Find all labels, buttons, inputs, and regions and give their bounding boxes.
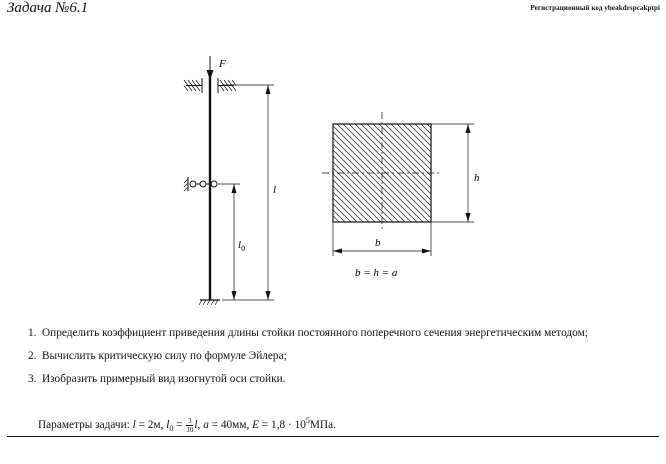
- bottom-divider: [7, 436, 659, 437]
- task-item: 2. Вычислить критическую силу по формуле Эйлера;: [28, 350, 287, 362]
- hatch-line: [481, 124, 579, 222]
- cross-section-diagram: [235, 112, 627, 279]
- column-diagram: [184, 56, 276, 305]
- width-label: b: [375, 237, 381, 249]
- page-title: Задача №6.1: [7, 0, 89, 16]
- hatch-line: [493, 124, 591, 222]
- intermediate-hinge-support: [184, 177, 217, 191]
- fraction: $\frac{3}{10}$: [186, 416, 194, 434]
- support-length-label: $l_0$: [238, 239, 246, 253]
- hatch-line: [469, 124, 567, 222]
- problem-parameters: Параметры задачи: l = 2м, $l_0$ = $\frac{3}{10}$ l, a = 40мм, $E = 1,8 \cdot 10^5МПа$.: [38, 416, 336, 434]
- hatch-line: [397, 124, 495, 222]
- hatch-line: [517, 124, 615, 222]
- dimension-l0: [218, 184, 240, 300]
- hatch-line: [445, 124, 543, 222]
- hatch-line: [487, 124, 585, 222]
- hatch-line: [247, 124, 345, 222]
- section-relation: b = h = a: [355, 267, 398, 279]
- hatch-line: [475, 124, 573, 222]
- task-item: 1. Определить коэффициент приведения длины стойки постоянного поперечного сечения энергетическим методом;: [28, 327, 588, 339]
- hatch-line: [361, 124, 459, 222]
- hatch-line: [235, 124, 333, 222]
- hatch-line: [505, 124, 603, 222]
- hatch-line: [499, 124, 597, 222]
- hatch-line: [523, 124, 621, 222]
- hatch-line: [511, 124, 609, 222]
- hatch-line: [457, 124, 555, 222]
- hatch-line: [439, 124, 537, 222]
- registration-code: Регистрационный код ybeakdrspcakptpi: [530, 4, 660, 12]
- task-list: [28, 326, 648, 395]
- dimension-l: [222, 85, 277, 300]
- task-item: 3. Изобразить примерный вид изогнутой оси стойки.: [28, 373, 286, 385]
- hatch-line: [433, 124, 531, 222]
- length-label: l: [273, 184, 277, 196]
- force-label: F: [219, 58, 226, 70]
- hatch-line: [529, 124, 627, 222]
- bottom-fixed-support: [199, 300, 220, 305]
- hatch-line: [451, 124, 549, 222]
- hatch-line: [421, 124, 519, 222]
- height-label: h: [474, 172, 480, 184]
